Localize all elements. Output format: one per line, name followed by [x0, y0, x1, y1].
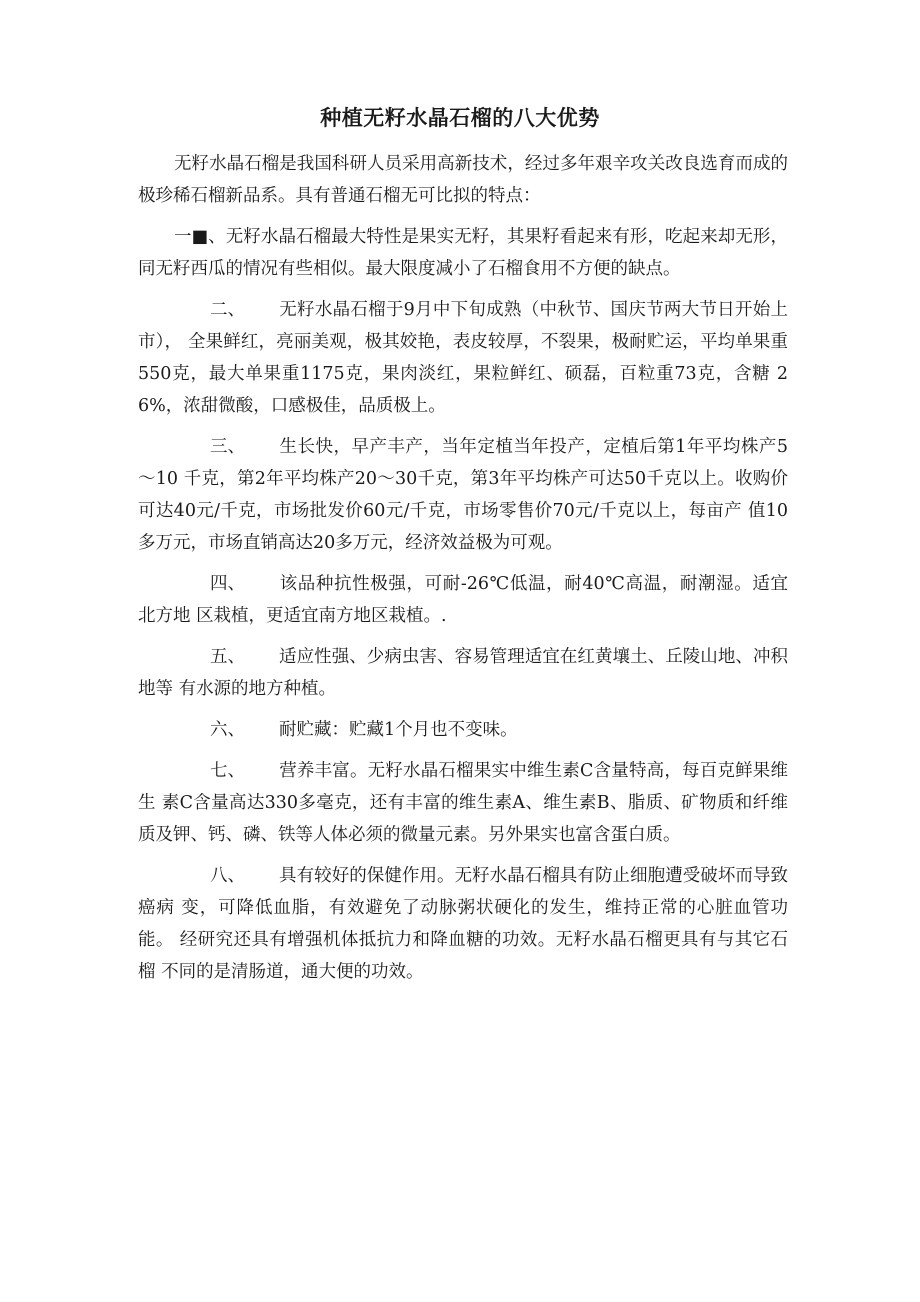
point-1 [138, 221, 788, 285]
point-3 [138, 431, 788, 559]
point-1-text: 一■、无籽水晶石榴最大特性是果实无籽，其果籽看起来有形，吃起来却无形， 同无籽西瓜的情况有些相似。最大限度减小了石榴食用不方便的缺点。 [138, 227, 788, 279]
point-4-text: 该品种抗性极强，可耐-26℃低温，耐40℃高温，耐潮湿。适宜北方地 区栽植，更适宜南方地区栽植。. [138, 574, 788, 626]
document-body [138, 148, 788, 997]
point-7 [138, 755, 788, 851]
point-3-text: 生长快，早产丰产，当年定植当年投产，定植后第1年平均株产5～10 千克，第2年平均株产20～30千克，第3年平均株产可达50千克以上。收购价可达40元/千克，市场批发价60元/千克，市场零售价70元/千克以上，每亩产 值10多万元，市场直销高达20多万元，经济效益极为可观。 [138, 437, 788, 553]
point-4-number: 四、 [210, 574, 245, 594]
point-8 [138, 860, 788, 988]
document-title: 种植无籽水晶石榴的八大优势 [320, 106, 600, 130]
point-7-text: 营养丰富。无籽水晶石榴果实中维生素C含量特高，每百克鲜果维生 素C含量高达330多毫克，还有丰富的维生素A、维生素B、脂质、矿物质和纤维质及钾、钙、磷、铁等人体必须的微量元素。另外果实也富含蛋白质。 [138, 761, 788, 845]
point-5 [138, 641, 788, 705]
point-3-number: 三、 [210, 437, 245, 457]
point-6 [138, 714, 788, 746]
point-6-number: 六、 [210, 720, 245, 740]
point-2 [138, 294, 788, 422]
point-2-text: 无籽水晶石榴于9月中下旬成熟（中秋节、国庆节两大节日开始上市）， 全果鲜红，亮丽美观，极其姣艳，表皮较厚，不裂果，极耐贮运，平均单果重 550克，最大单果重1175克，果肉淡红，果粒鲜红、硕磊，百粒重73克，含糖 26%，浓甜微酸，口感极佳，品质极上。 [138, 300, 788, 416]
point-5-text: 适应性强、少病虫害、容易管理适宜在红黄壤土、丘陵山地、冲积地等 有水源的地方种植。 [138, 647, 788, 699]
intro-paragraph: 无籽水晶石榴是我国科研人员采用高新技术，经过多年艰辛攻关改良选育而成的极珍稀石榴新品系。具有普通石榴无可比拟的特点： [138, 154, 788, 206]
point-8-number: 八、 [210, 866, 245, 886]
point-4 [138, 568, 788, 632]
point-6-text: 耐贮藏：贮藏1个月也不变味。 [279, 720, 518, 740]
point-8-text: 具有较好的保健作用。无籽水晶石榴具有防止细胞遭受破坏而导致癌病 变，可降低血脂，有效避免了动脉粥状硬化的发生，维持正常的心脏血管功能。 经研究还具有增强机体抵抗力和降血糖的功效。无籽水晶石榴更具有与其它石榴 不同的是清肠道，通大便的功效。 [138, 866, 788, 982]
point-7-number: 七、 [210, 761, 245, 781]
point-2-number: 二、 [210, 300, 245, 320]
point-5-number: 五、 [210, 647, 245, 667]
